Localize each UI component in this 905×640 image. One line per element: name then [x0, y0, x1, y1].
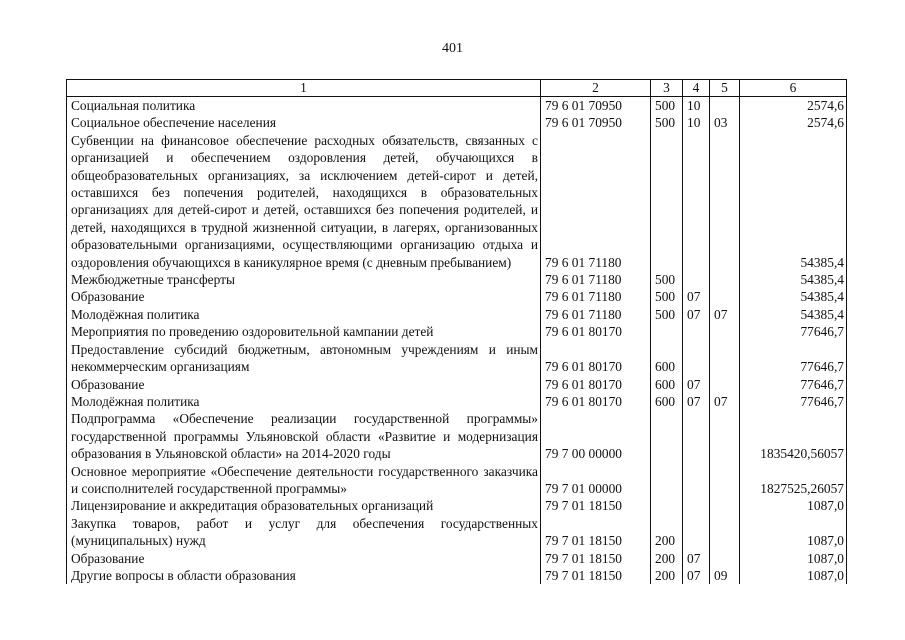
row-col3: 600 [651, 393, 683, 410]
row-amount: 54385,4 [740, 288, 847, 305]
row-col3 [651, 132, 683, 271]
column-header-amount: 6 [740, 80, 847, 97]
table-row [67, 341, 847, 376]
row-amount: 2574,6 [740, 97, 847, 115]
table-row [67, 410, 847, 462]
row-col3: 200 [651, 515, 683, 550]
row-col4: 07 [683, 393, 710, 410]
header-row [67, 80, 847, 97]
row-amount: 77646,7 [740, 393, 847, 410]
row-col3 [651, 410, 683, 462]
row-amount: 1087,0 [740, 497, 847, 514]
row-name: Межбюджетные трансферты [67, 271, 541, 288]
row-code: 79 6 01 80170 [541, 393, 651, 410]
table-row [67, 497, 847, 514]
row-col5 [710, 497, 740, 514]
row-name: Молодёжная политика [67, 393, 541, 410]
table-row [67, 393, 847, 410]
table-row [67, 132, 847, 271]
row-code: 79 6 01 71180 [541, 271, 651, 288]
row-name: Подпрограмма «Обеспечение реализации государственной программы» государственной программы Ульяновской области «Развитие и модернизация образования в Ульяновской области» на 2014-2020 годы [67, 410, 541, 462]
table-row [67, 323, 847, 340]
row-amount: 77646,7 [740, 341, 847, 376]
row-col4: 07 [683, 567, 710, 584]
row-col4 [683, 515, 710, 550]
row-col4 [683, 410, 710, 462]
row-code: 79 7 01 00000 [541, 463, 651, 498]
row-code: 79 7 01 18150 [541, 515, 651, 550]
row-col4: 07 [683, 288, 710, 305]
row-code: 79 6 01 80170 [541, 323, 651, 340]
table-row [67, 306, 847, 323]
row-name: Закупка товаров, работ и услуг для обеспечения государственных (муниципальных) нужд [67, 515, 541, 550]
row-amount: 1827525,26057 [740, 463, 847, 498]
row-code: 79 6 01 70950 [541, 114, 651, 131]
row-name: Социальное обеспечение населения [67, 114, 541, 131]
row-code: 79 6 01 70950 [541, 97, 651, 115]
table-row [67, 463, 847, 498]
row-col3 [651, 463, 683, 498]
row-col3: 500 [651, 97, 683, 115]
row-col5: 03 [710, 114, 740, 131]
row-col4 [683, 323, 710, 340]
row-col5: 09 [710, 567, 740, 584]
page-number: 401 [442, 41, 463, 56]
row-amount: 54385,4 [740, 271, 847, 288]
row-col4: 07 [683, 550, 710, 567]
row-col4: 07 [683, 376, 710, 393]
row-name: Лицензирование и аккредитация образовательных организаций [67, 497, 541, 514]
row-code: 79 6 01 71180 [541, 306, 651, 323]
row-col3: 500 [651, 288, 683, 305]
row-name: Основное мероприятие «Обеспечение деятельности государственного заказчика и соисполнителей государственной программы» [67, 463, 541, 498]
row-name: Другие вопросы в области образования [67, 567, 541, 584]
table-row [67, 550, 847, 567]
row-name: Образование [67, 550, 541, 567]
row-code: 79 6 01 71180 [541, 288, 651, 305]
table-header [67, 80, 847, 97]
column-header-5: 5 [710, 80, 740, 97]
row-name: Образование [67, 376, 541, 393]
row-code: 79 6 01 71180 [541, 132, 651, 271]
row-name: Предоставление субсидий бюджетным, автономным учреждениям и иным некоммерческим организациям [67, 341, 541, 376]
row-col5 [710, 288, 740, 305]
row-col3: 200 [651, 567, 683, 584]
row-amount: 1087,0 [740, 550, 847, 567]
row-col4: 10 [683, 97, 710, 115]
row-amount: 1087,0 [740, 567, 847, 584]
row-col3: 500 [651, 306, 683, 323]
row-name: Социальная политика [67, 97, 541, 115]
row-amount: 2574,6 [740, 114, 847, 131]
row-col3: 500 [651, 271, 683, 288]
budget-table [66, 79, 847, 584]
row-col4 [683, 132, 710, 271]
row-amount: 54385,4 [740, 306, 847, 323]
row-col5 [710, 550, 740, 567]
table-row [67, 97, 847, 115]
row-name: Молодёжная политика [67, 306, 541, 323]
row-code: 79 7 01 18150 [541, 550, 651, 567]
row-col5 [710, 132, 740, 271]
table-row [67, 114, 847, 131]
column-header-4: 4 [683, 80, 710, 97]
row-col5 [710, 376, 740, 393]
row-code: 79 7 01 18150 [541, 497, 651, 514]
row-name: Субвенции на финансовое обеспечение расходных обязательств, связанных с организацией и обеспечением оздоровления детей, обучающихся в общеобразовательных организациях, за исключением детей-сирот и детей, оставшихся без попечения родителей, находящихся в образовательных организациях для детей-сирот и детей, оставшихся без попечения родителей, и детей, находящихся в трудной жизненной ситуации, в лагерях, организованных образовательными организациями, осуществляющими организацию отдыха и оздоровления обучающихся в каникулярное время (с дневным пребыванием) [67, 132, 541, 271]
row-col5 [710, 323, 740, 340]
table-row [67, 288, 847, 305]
table-row [67, 515, 847, 550]
row-amount: 77646,7 [740, 323, 847, 340]
column-header-3: 3 [651, 80, 683, 97]
row-amount: 1087,0 [740, 515, 847, 550]
row-col5 [710, 463, 740, 498]
row-col4 [683, 463, 710, 498]
row-col5: 07 [710, 306, 740, 323]
table-row [67, 271, 847, 288]
row-name: Образование [67, 288, 541, 305]
row-col3 [651, 497, 683, 514]
row-col3: 500 [651, 114, 683, 131]
table-body [67, 97, 847, 585]
row-code: 79 7 01 18150 [541, 567, 651, 584]
row-col4 [683, 271, 710, 288]
row-col5 [710, 97, 740, 115]
row-amount: 77646,7 [740, 376, 847, 393]
row-col3: 200 [651, 550, 683, 567]
row-col5 [710, 410, 740, 462]
table-row [67, 567, 847, 584]
row-amount: 54385,4 [740, 132, 847, 271]
row-col4: 07 [683, 306, 710, 323]
row-name: Мероприятия по проведению оздоровительной кампании детей [67, 323, 541, 340]
column-header-code: 2 [541, 80, 651, 97]
row-col4: 10 [683, 114, 710, 131]
row-code: 79 6 01 80170 [541, 376, 651, 393]
row-col5 [710, 271, 740, 288]
row-code: 79 6 01 80170 [541, 341, 651, 376]
row-col3: 600 [651, 376, 683, 393]
row-col3: 600 [651, 341, 683, 376]
column-header-name: 1 [67, 80, 541, 97]
row-col3 [651, 323, 683, 340]
row-col4 [683, 497, 710, 514]
row-code: 79 7 00 00000 [541, 410, 651, 462]
row-col5: 07 [710, 393, 740, 410]
table-row [67, 376, 847, 393]
row-col4 [683, 341, 710, 376]
row-col5 [710, 515, 740, 550]
row-amount: 1835420,56057 [740, 410, 847, 462]
row-col5 [710, 341, 740, 376]
